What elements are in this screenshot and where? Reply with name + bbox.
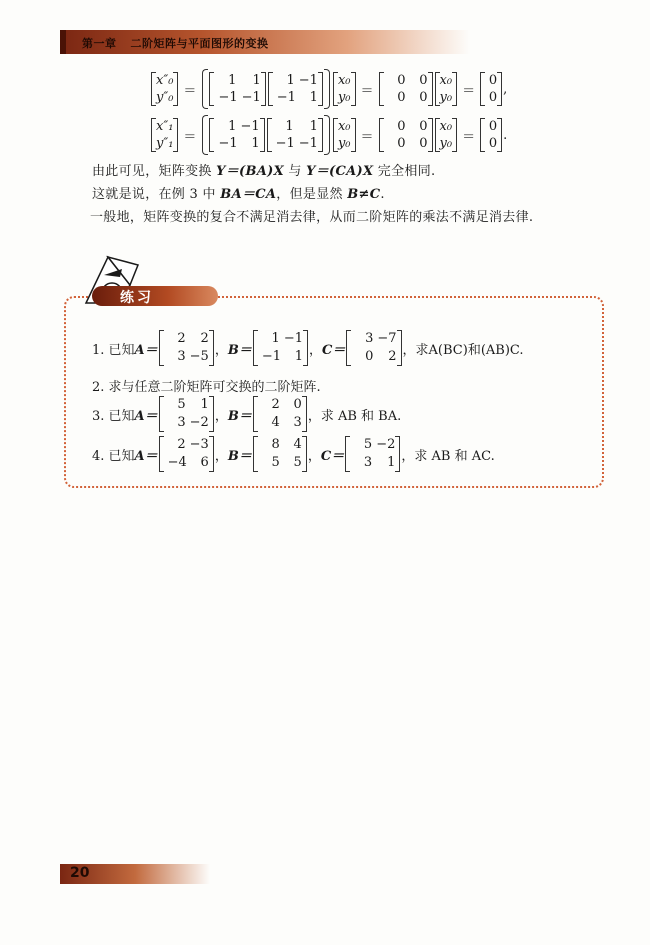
text-line-1: 由此可见，矩阵变换 Y＝(BA)X 与 Y＝(CA)X 完全相同.: [92, 164, 436, 179]
eq1-lhs-1: y″₀: [156, 90, 174, 105]
text-line-2: 这就是说，在例 3 中 BA＝CA，但是显然 B≠C.: [92, 187, 385, 202]
eq1-zero-vector: 0 0: [480, 72, 502, 106]
equation-2: x″₁ y″₁ ＝ 1 −1 −1 1 1 1 −1 −1 x₀ y₀ ＝ 0 0 0 0 x₀ y₀ ＝ 0 0 .: [150, 116, 507, 154]
exercise-q1: 1. 已知 A＝ 2 2 3 −5 ， B＝ 1 −1 −1 1 ， C＝ 3 −7 0 2 ，求A(BC)和(AB)C.: [92, 331, 524, 364]
eq1-product: [202, 72, 330, 106]
eq1-lhs-0: x″₀: [156, 73, 174, 88]
q3-matrix-b: 2 0 4 3: [253, 396, 307, 432]
eq2-zero-vector: 0 0: [480, 118, 502, 152]
page-number-bar: [60, 864, 210, 884]
q1-matrix-b: 1 −1 −1 1: [253, 330, 308, 366]
eq1-x-vector: x₀ y₀: [333, 72, 356, 106]
chapter-label: 第一章: [82, 37, 117, 50]
header-bar: [60, 30, 66, 54]
eq1-zero-matrix: 0 0 0 0: [379, 72, 433, 106]
eq2-lhs-vector: x″₁ y″₁: [151, 118, 178, 152]
chapter-header: [60, 30, 470, 54]
exercise-q4: 4. 已知 A＝ 2 −3 −4 6 ， B＝ 8 4 5 5 ， C＝ 5 −2 3 1 ，求 AB 和 AC.: [92, 437, 495, 470]
exercise-q3: 3. 已知 A＝ 5 1 3 −2 ， B＝ 2 0 4 3 ，求 AB 和 BA.: [92, 397, 402, 430]
eq2-matrix-2: 1 1 −1 −1: [267, 118, 323, 152]
q4-matrix-c: 5 −2 3 1: [345, 436, 400, 472]
exercise-heading: 练习: [120, 290, 154, 306]
text-line-3: 一般地，矩阵变换的复合不满足消去律，从而二阶矩阵的乘法不满足消去律.: [90, 210, 534, 225]
eq1-end: ,: [503, 81, 508, 97]
eq2-product: [202, 118, 330, 152]
q1-matrix-c: 3 −7 0 2: [346, 330, 401, 366]
page-number: 20: [70, 865, 90, 881]
exercise-q2: 2. 求与任意二阶矩阵可交换的二阶矩阵.: [92, 380, 321, 395]
q3-matrix-a: 5 1 3 −2: [159, 396, 214, 432]
eq1-matrix-1: 1 1 −1 −1: [209, 72, 265, 106]
q4-matrix-a: 2 −3 −4 6: [159, 436, 214, 472]
eq1-lhs-vector: [151, 72, 178, 106]
q4-matrix-b: 8 4 5 5: [253, 436, 307, 472]
eq2-x-vector: x₀ y₀: [333, 118, 356, 152]
equation-1: x″₀ y″₀ ＝ 1 1 −1 −1 1 −1 −1 1 x₀ y₀ ＝ 0 0 0 0 x₀ y₀ ＝ 0 0 ,: [150, 70, 507, 108]
eq1-matrix-2: 1 −1 −1 1: [268, 72, 323, 106]
eq1-x-vector-2: x₀ y₀: [435, 72, 458, 106]
eq2-zero-matrix: 0 0 0 0: [379, 118, 433, 152]
header-text: [82, 35, 283, 51]
q1-matrix-a: 2 2 3 −5: [159, 330, 214, 366]
eq2-end: .: [503, 127, 508, 143]
eq2-x-vector-2: x₀ y₀: [435, 118, 458, 152]
exercise-heading-pill: [92, 286, 218, 306]
chapter-title: 二阶矩阵与平面图形的变换: [130, 37, 269, 50]
eq2-matrix-1: 1 −1 −1 1: [209, 118, 264, 152]
